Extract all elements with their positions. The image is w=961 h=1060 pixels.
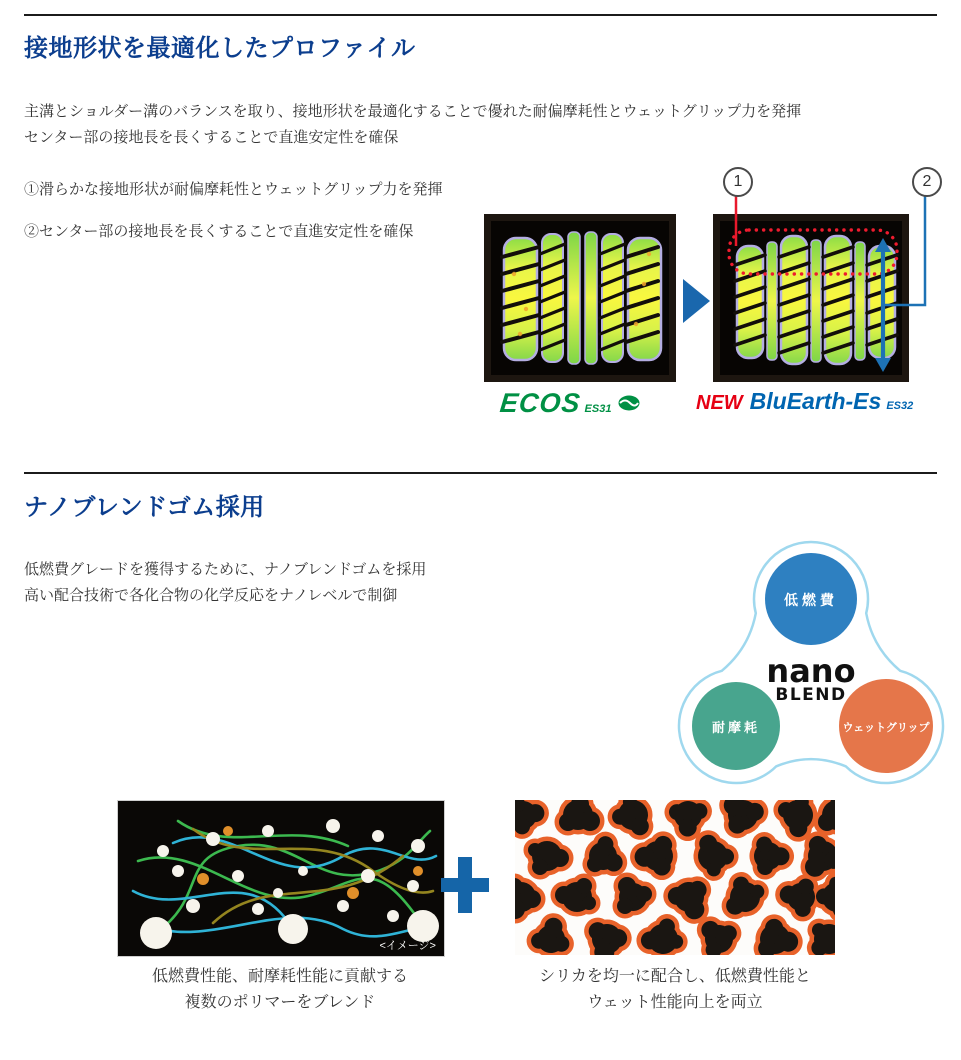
eco-globe-icon <box>617 394 641 412</box>
footprint-image-ecos <box>484 214 676 382</box>
bluearth-model-code: ES32 <box>886 400 914 412</box>
profile-paragraph-line1: 主溝とショルダー溝のバランスを取り、接地形状を最適化することで優れた耐偏摩耗性とウェットグリップ力を発揮 <box>24 103 802 120</box>
bluearth-logo-text: BluEarth-Es <box>749 388 882 414</box>
marker-badge-1 <box>723 167 753 197</box>
polymer-blend-image <box>117 800 445 957</box>
section-divider-top <box>24 14 937 16</box>
section-divider-middle <box>24 472 937 474</box>
caption-polymer <box>117 964 443 1016</box>
marker-2-number: 2 <box>922 173 932 190</box>
profile-paragraph-line2: センター部の接地長を長くすることで直進安定性を確保 <box>24 129 399 146</box>
wet-grip-label: ウェットグリップ <box>842 722 930 734</box>
fuel-efficiency-label: 低燃費 <box>784 592 838 608</box>
plus-icon <box>441 857 489 913</box>
caption-silica <box>515 964 835 1016</box>
nano-paragraph-line2: 高い配合技術で各化合物の化学反応をナノレベルで制御 <box>24 587 398 604</box>
nano-blend-diagram <box>668 534 958 790</box>
silica-dispersion-image <box>515 800 835 955</box>
nano-wordmark: nano <box>766 652 856 690</box>
bluearth-new-tag: NEW <box>696 392 743 414</box>
wear-resistance-label: 耐摩耗 <box>711 720 761 735</box>
ecos-logo-text: ECOS <box>498 388 583 418</box>
ecos-model-code: ES31 <box>584 403 612 415</box>
ecos-logo <box>500 388 641 419</box>
footprint-image-bluearth <box>713 214 909 382</box>
marker-badge-2 <box>912 167 942 197</box>
transition-arrow-icon <box>683 279 710 323</box>
profile-section-title: 接地形状を最適化したプロファイル <box>24 35 416 62</box>
marker-1-number: 1 <box>733 173 743 190</box>
image-note-label: <イメージ> <box>379 940 436 952</box>
nano-section-title: ナノブレンドゴム採用 <box>24 494 265 521</box>
profile-point-2: ②センター部の接地長を長くすることで直進安定性を確保 <box>24 223 414 240</box>
caption-silica-line1: シリカを均一に配合し、低燃費性能と <box>539 968 811 985</box>
profile-point-1: ①滑らかな接地形状が耐偏摩耗性とウェットグリップ力を発揮 <box>24 181 443 198</box>
plus-symbol-text <box>0 0 1 1</box>
caption-polymer-line2: 複数のポリマーをブレンド <box>184 994 376 1011</box>
caption-polymer-line1: 低燃費性能、耐摩耗性能に貢献する <box>151 968 408 985</box>
blend-wordmark: BLEND <box>775 685 847 705</box>
caption-silica-line2: ウェット性能向上を両立 <box>587 994 763 1011</box>
bluearth-logo <box>696 388 913 415</box>
nano-paragraph-line1: 低燃費グレードを獲得するために、ナノブレンドゴムを採用 <box>24 561 427 578</box>
